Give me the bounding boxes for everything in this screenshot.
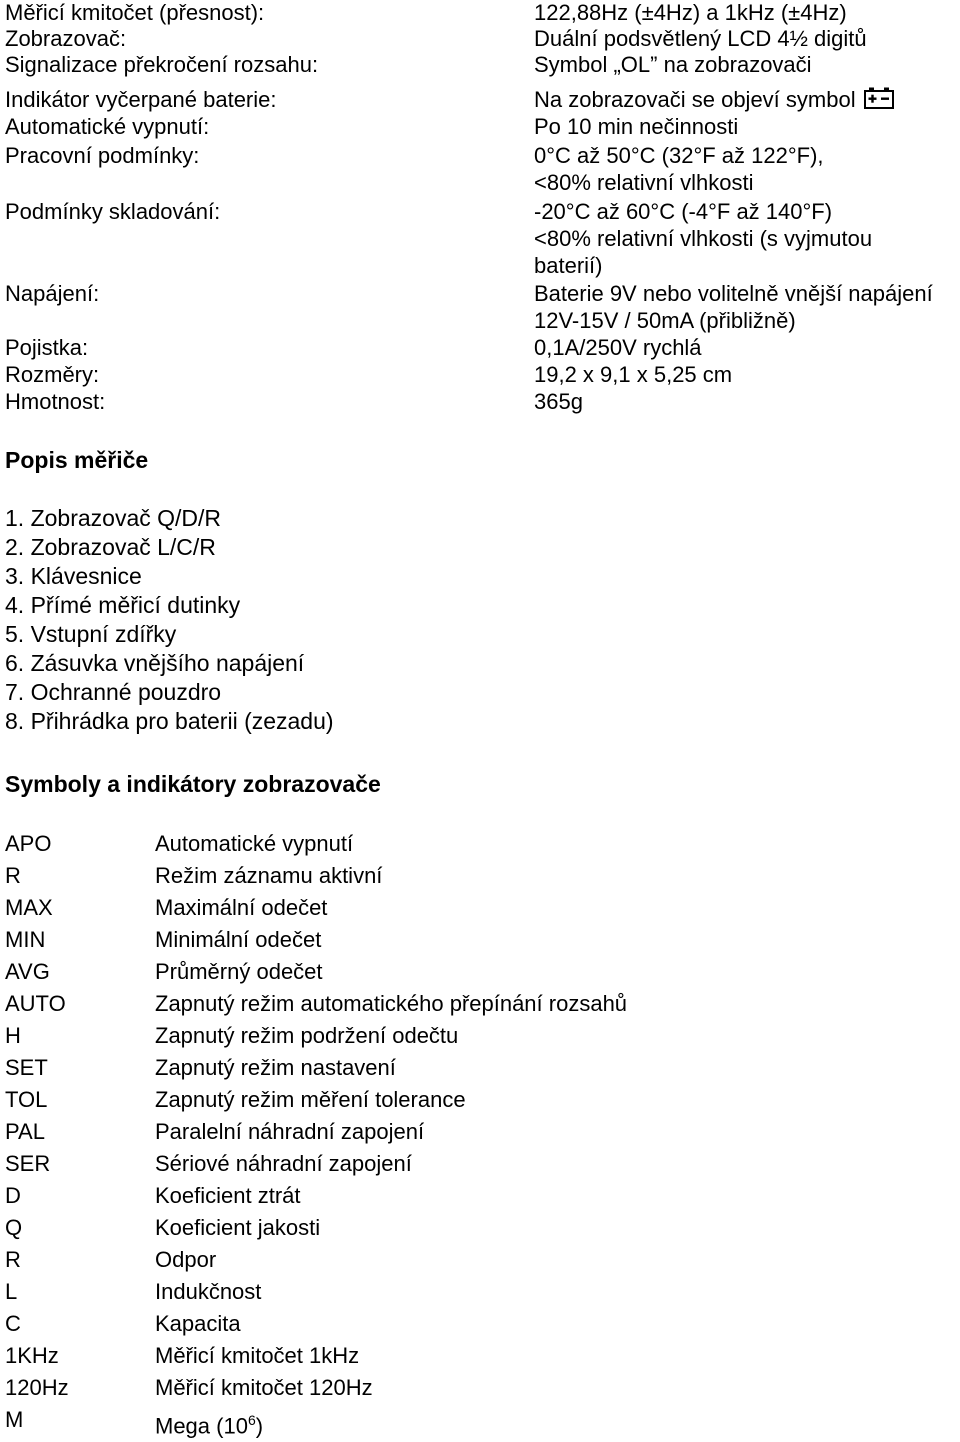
symbols-table [5,828,945,1442]
spec-value-storage-1: -20°C až 60°C (-4°F až 140°F) [534,199,833,224]
spec-value-display: Duální podsvětlený LCD 4½ digitů [534,26,867,51]
symbol-desc [155,1404,263,1442]
table-row [5,1244,945,1276]
table-row [5,1084,945,1116]
spec-value-power-2: 12V-15V / 50mA (přibližně) [534,308,796,333]
symbol-desc: Zapnutý režim podržení odečtu [155,1023,459,1048]
symbol-code: 1KHz [5,1343,59,1368]
symbol-code: SER [5,1151,51,1176]
table-row [5,1308,945,1340]
symbol-code: D [5,1183,21,1208]
table-row [5,1340,945,1372]
symbol-code: AUTO [5,991,66,1016]
spec-label-weight: Hmotnost: [5,389,106,414]
symbol-desc: Sériové náhradní zapojení [155,1151,412,1176]
symbol-desc: Koeficient jakosti [155,1215,321,1240]
symbol-code: Q [5,1215,23,1240]
spec-label-battery: Indikátor vyčerpané baterie: [5,87,277,112]
spec-label-fuse: Pojistka: [5,335,89,360]
symbol-desc: Kapacita [155,1311,241,1336]
symbol-desc-exponent: 6 [247,1412,256,1428]
table-row [5,1212,945,1244]
symbol-desc-close: ) [255,1413,264,1439]
symbol-desc: Minimální odečet [155,927,322,952]
symbol-desc: Měřicí kmitočet 120Hz [155,1375,373,1400]
symbol-desc: Maximální odečet [155,895,328,920]
symbol-code: MAX [5,895,53,920]
table-row [5,828,945,860]
spec-label-operating: Pracovní podmínky: [5,143,200,168]
list-item: 4. Přímé měřicí dutinky [5,592,241,618]
symbol-desc: Zapnutý režim měření tolerance [155,1087,466,1112]
table-row [5,956,945,988]
list-item: 2. Zobrazovač L/C/R [5,534,216,560]
spec-value-battery: Na zobrazovači se objeví symbol [534,87,856,112]
symbol-desc: Indukčnost [155,1279,262,1304]
table-row [5,1020,945,1052]
spec-value-dims: 19,2 x 9,1 x 5,25 cm [534,362,733,387]
symbol-desc: Průměrný odečet [155,959,323,984]
symbol-code: APO [5,831,52,856]
symbol-desc: Měřicí kmitočet 1kHz [155,1343,360,1368]
spec-value-operating-1: 0°C až 50°C (32°F až 122°F), [534,143,824,168]
spec-label-storage: Podmínky skladování: [5,199,221,224]
symbol-desc: Odpor [155,1247,217,1272]
spec-value-freq: 122,88Hz (±4Hz) a 1kHz (±4Hz) [534,0,847,25]
symbol-code: MIN [5,927,46,952]
spec-value-storage-2: <80% relativní vlhkosti (s vyjmutou [534,226,873,251]
table-row [5,988,945,1020]
spec-value-battery-row [534,87,894,115]
symbol-code: SET [5,1055,48,1080]
spec-value-overrange: Symbol „OL” na zobrazovači [534,52,812,77]
spec-label-apo: Automatické vypnutí: [5,114,210,139]
spec-value-operating-2: <80% relativní vlhkosti [534,170,754,195]
symbol-desc: Zapnutý režim nastavení [155,1055,396,1080]
table-row [5,892,945,924]
symbol-desc: Zapnutý režim automatického přepínání rozsahů [155,991,628,1016]
symbol-code: R [5,1247,21,1272]
table-row [5,1148,945,1180]
symbol-desc: Koeficient ztrát [155,1183,301,1208]
symbol-desc-base: Mega (10 [155,1413,248,1439]
list-item: 7. Ochranné pouzdro [5,679,222,705]
symbol-code: H [5,1023,21,1048]
table-row [5,1180,945,1212]
battery-icon [864,87,894,115]
description-list [5,504,334,736]
list-item: 3. Klávesnice [5,563,142,589]
spec-label-power: Napájení: [5,281,100,306]
symbol-code: AVG [5,959,50,984]
section-heading-description: Popis měřiče [5,447,149,473]
spec-value-apo: Po 10 min nečinnosti [534,114,739,139]
spec-label-overrange: Signalizace překročení rozsahu: [5,52,319,77]
symbol-code: 120Hz [5,1375,69,1400]
list-item: 8. Přihrádka pro baterii (zezadu) [5,708,334,734]
symbol-desc: Režim záznamu aktivní [155,863,383,888]
list-item: 5. Vstupní zdířky [5,621,177,647]
symbol-code: L [5,1279,18,1304]
symbol-code: M [5,1407,24,1432]
symbol-code: C [5,1311,21,1336]
symbol-code: PAL [5,1119,45,1144]
symbol-desc: Automatické vypnutí [155,831,354,856]
list-item: 6. Zásuvka vnějšího napájení [5,650,305,676]
table-row [5,1276,945,1308]
table-row [5,860,945,892]
spec-label-dims: Rozměry: [5,362,100,387]
spec-label-display: Zobrazovač: [5,26,127,51]
table-row [5,1372,945,1404]
spec-value-fuse: 0,1A/250V rychlá [534,335,702,360]
symbol-code: TOL [5,1087,48,1112]
symbol-code: R [5,863,21,888]
spec-value-power-1: Baterie 9V nebo volitelně vnější napájení [534,281,933,306]
symbol-desc: Paralelní náhradní zapojení [155,1119,425,1144]
spec-label-freq: Měřicí kmitočet (přesnost): [5,0,265,25]
spec-value-weight: 365g [534,389,583,414]
list-item: 1. Zobrazovač Q/D/R [5,505,222,531]
table-row [5,1052,945,1084]
table-row [5,924,945,956]
spec-value-storage-3: baterií) [534,253,603,278]
table-row [5,1116,945,1148]
section-heading-symbols: Symboly a indikátory zobrazovače [5,771,381,797]
table-row [5,1404,945,1442]
